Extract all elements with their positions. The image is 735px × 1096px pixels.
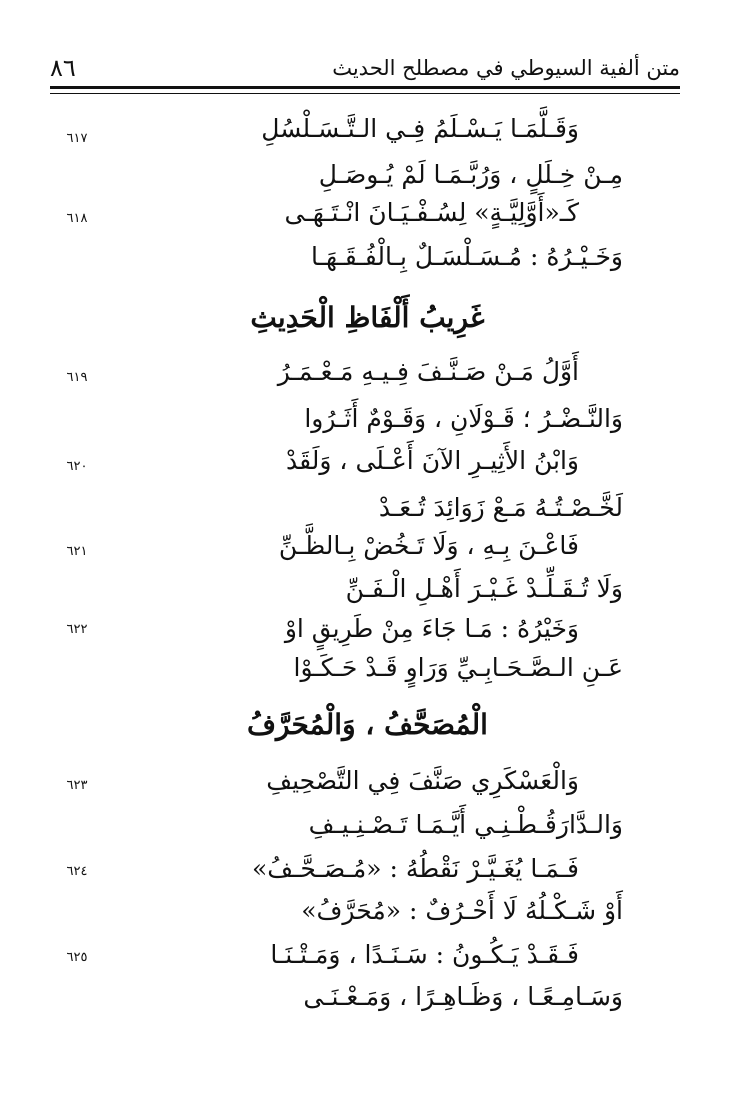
- verse-number: ٦١٧: [66, 131, 88, 146]
- verse-first-hemistich: وَابْنُ الأَثِيـرِ الآنَ أَعْـلَى ، وَلَقَدْ: [286, 446, 579, 475]
- verse-number: ٦١٩: [66, 370, 88, 385]
- verse-second-hemistich: وَسَـامِـعًـا ، وَظَـاهِـرًا ، وَمَـعْـنَـى: [303, 982, 623, 1011]
- verse-second-hemistich: وَالـدَّارَقُـطْـنِـي أَيَّـمَـا تَـصْـنِـيـفِ: [308, 810, 623, 839]
- header-rule-thick: [50, 86, 680, 89]
- verse-second-hemistich: لَخَّـصْـتُـهُ مَـعْ زَوَائِدَ تُـعَـدْ: [378, 493, 623, 522]
- verse-second-hemistich: وَلَا تُـقَـلِّـدْ غَـيْـرَ أَهْـلِ الْـفَـنِّ: [345, 574, 623, 603]
- verse-second-hemistich: وَالنَّـضْـرُ ؛ قَـوْلَانِ ، وَقَـوْمٌ أَثَـرُوا: [304, 404, 623, 433]
- verse-number: ٦٢٢: [66, 622, 88, 637]
- verse-second-hemistich: مِـنْ خِـلَلٍ ، وَرُبَّـمَـا لَمْ يُـوصَـلِ: [318, 160, 623, 189]
- verse-number: ٦٢٥: [66, 950, 88, 965]
- verse-first-hemistich: فَـمَـا يُغَـيَّـرْ نَقْطُهُ : «مُـصَـحَّـفُ»: [251, 854, 579, 883]
- verse-first-hemistich: فَـقَـدْ يَـكُـونُ : سَـنَـدًا ، وَمَـتْـنَـا: [270, 940, 579, 969]
- verse-first-hemistich: كَـ«أَوَّلِيَّـةٍ» لِسُـفْـيَـانَ انْـتَـهَـى: [284, 198, 579, 227]
- verse-second-hemistich: أَوْ شَـكْـلُهُ لَا أَحْـرُفٌ : «مُحَرَّفُ»: [301, 896, 623, 925]
- page-number: ٨٦: [50, 54, 76, 82]
- verse-first-hemistich: وَقَـلَّمَـا يَـسْـلَمُ فِـي الـتَّـسَـلْسُلِ: [261, 114, 579, 143]
- header-rule-thin: [50, 93, 680, 94]
- verse-number: ٦١٨: [66, 211, 88, 226]
- section-heading: الْمُصَحَّفُ ، وَالْمُحَرَّفُ: [247, 708, 488, 741]
- verse-first-hemistich: أَوَّلُ مَـنْ صَـنَّـفَ فِـيـهِ مَـعْـمَـرُ: [277, 357, 579, 386]
- verse-number: ٦٢٠: [66, 459, 88, 474]
- header-title: متن ألفية السيوطي في مصطلح الحديث: [332, 56, 680, 80]
- verse-first-hemistich: وَخَيْرُهُ : مَـا جَاءَ مِنْ طَرِيقٍ اوْ: [284, 614, 579, 643]
- verse-number: ٦٢٤: [66, 864, 88, 879]
- verse-second-hemistich: عَـنِ الـصَّـحَـابِـيِّ وَرَاوٍ قَـدْ حَـكَـوْا: [293, 653, 623, 682]
- verse-number: ٦٢١: [66, 544, 88, 559]
- section-heading: غَرِيبُ أَلْفَاظِ الْحَدِيثِ: [250, 301, 485, 334]
- verse-number: ٦٢٣: [66, 778, 88, 793]
- verse-second-hemistich: وَخَـيْـرُهُ : مُـسَـلْسَـلٌ بِـالْفُـقَـهَـا: [311, 242, 623, 271]
- verse-first-hemistich: فَاعْـنَ بِـهِ ، وَلَا تَـخُضْ بِـالظَّـنِّ: [278, 531, 579, 560]
- verse-first-hemistich: وَالْعَسْكَرِي صَنَّفَ فِي التَّصْحِيفِ: [266, 766, 579, 795]
- running-header: [50, 52, 680, 88]
